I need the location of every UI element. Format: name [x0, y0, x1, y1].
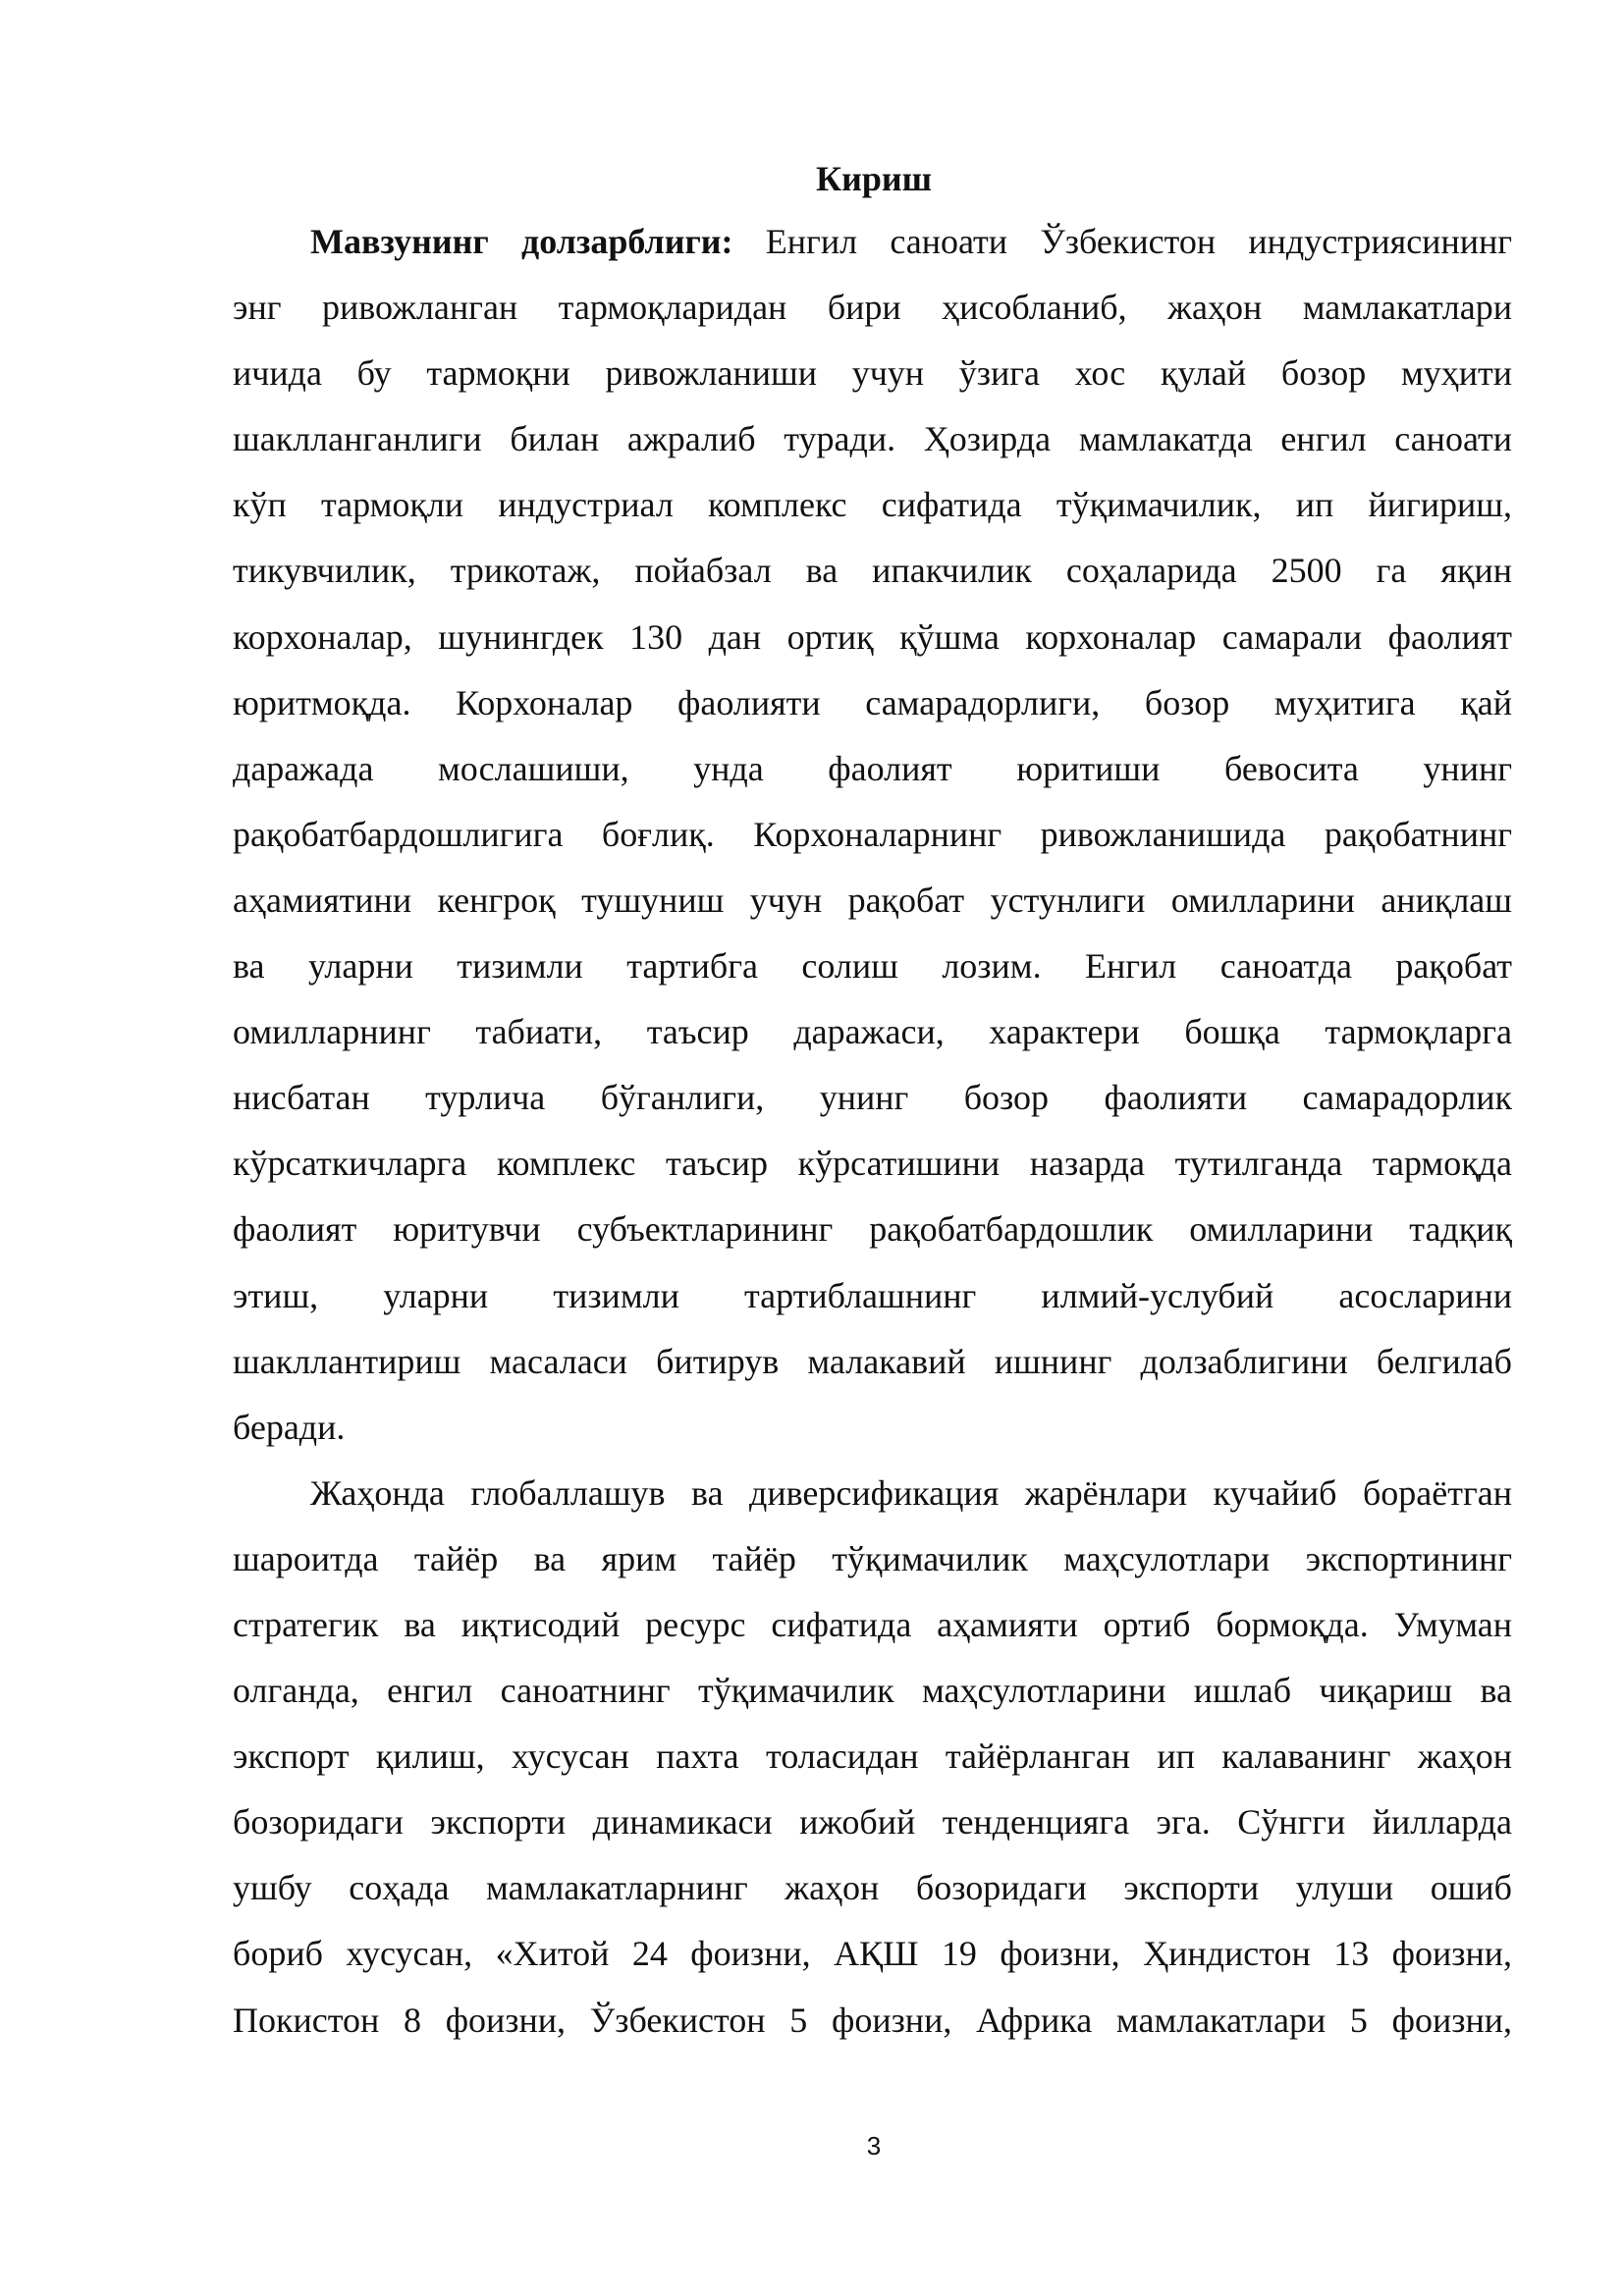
- paragraph-2-line-9: Покистон 8 фоизни, Ўзбекистон 5 фоизни, Африка мамлакатлари 5 фоизни,: [233, 2000, 1512, 2040]
- paragraph-2-line-6: бозоридаги экспорти динамикаси ижобий тенденцияга эга. Сўнгги йилларда: [233, 1802, 1512, 1842]
- paragraph-1-line-12: ва уларни тизимли тартибга солиш лозим. Енгил саноатда рақобат: [233, 946, 1512, 987]
- paragraph-1-line-6: тикувчилик, трикотаж, пойабзал ва ипакчилик соҳаларида 2500 га яқин: [233, 551, 1512, 591]
- paragraph-2-line-8: бориб хусусан, «Хитой 24 фоизни, АҚШ 19 фоизни, Ҳиндистон 13 фоизни,: [233, 1934, 1512, 1974]
- paragraph-1-line-7: корхоналар, шунингдек 130 дан ортиқ қўшма корхоналар самарали фаолият: [233, 616, 1512, 657]
- paragraph-1-line-13: омилларнинг табиати, таъсир даражаси, характери бошқа тармоқларга: [233, 1012, 1512, 1052]
- relevance-lead: Мавзунинг долзарблиги:: [310, 222, 733, 261]
- page-number: 3: [866, 2131, 882, 2161]
- paragraph-1-line-1-text: Енгил саноати Ўзбекистон индустриясининг: [732, 222, 1513, 261]
- paragraph-1-line-3: ичида бу тармоқни ривожланиши учун ўзига хос қулай бозор муҳити: [233, 353, 1512, 394]
- paragraph-2-line-1: Жаҳонда глобаллашув ва диверсификация жарёнлари кучайиб бораётган: [310, 1472, 1512, 1513]
- document-body: [233, 209, 1512, 2054]
- page-title: Кириш: [815, 159, 932, 198]
- paragraph-1-line-16: фаолият юритувчи субъектларининг рақобатбардошлик омилларини тадқиқ: [233, 1209, 1512, 1250]
- paragraph-1-line-10: рақобатбардошлигига боғлиқ. Корхоналарнинг ривожланишида рақобатнинг: [233, 814, 1512, 854]
- paragraph-2-line-4: олганда, енгил саноатнинг тўқимачилик маҳсулотларини ишлаб чиқариш ва: [233, 1671, 1512, 1711]
- paragraph-1-line-8: юритмоқда. Корхоналар фаолияти самарадорлиги, бозор муҳитига қай: [233, 682, 1512, 722]
- paragraph-1-line-19: беради.: [233, 1407, 346, 1447]
- paragraph-1-line-4: шаклланганлиги билан ажралиб туради. Ҳозирда мамлакатда енгил саноати: [233, 419, 1512, 459]
- paragraph-1-line-1: [233, 209, 1512, 275]
- paragraph-1-line-14: нисбатан турлича бўганлиги, унинг бозор фаолияти самарадорлик: [233, 1078, 1512, 1118]
- paragraph-2-line-3: стратегик ва иқтисодий ресурс сифатида аҳамияти ортиб бормоқда. Умуман: [233, 1604, 1512, 1644]
- paragraph-2-line-7: ушбу соҳада мамлакатларнинг жаҳон бозоридаги экспорти улуши ошиб: [233, 1868, 1512, 1908]
- paragraph-1-line-5: кўп тармоқли индустриал комплекс сифатида тўқимачилик, ип йигириш,: [233, 485, 1512, 525]
- paragraph-2-line-5: экспорт қилиш, хусусан пахта толасидан тайёрланган ип калаванинг жаҳон: [233, 1736, 1512, 1777]
- paragraph-1-line-17: этиш, уларни тизимли тартиблашнинг илмий-услубий асосларини: [233, 1275, 1512, 1315]
- paragraph-1-line-9: даражада мослашиши, унда фаолият юритиши бевосита унинг: [233, 748, 1512, 788]
- paragraph-1-line-11: аҳамиятини кенгроқ тушуниш учун рақобат устунлиги омилларини аниқлаш: [233, 880, 1512, 920]
- paragraph-2-line-2: шароитда тайёр ва ярим тайёр тўқимачилик маҳсулотлари экспортининг: [233, 1538, 1512, 1578]
- paragraph-1-line-2: энг ривожланган тармоқларидан бири ҳисобланиб, жаҳон мамлакатлари: [233, 288, 1512, 328]
- paragraph-1-line-15: кўрсаткичларга комплекс таъсир кўрсатишини назарда тутилганда тармоқда: [233, 1144, 1512, 1184]
- paragraph-1-line-18: шакллантириш масаласи битирув малакавий ишнинг долзаблигини белгилаб: [233, 1341, 1512, 1381]
